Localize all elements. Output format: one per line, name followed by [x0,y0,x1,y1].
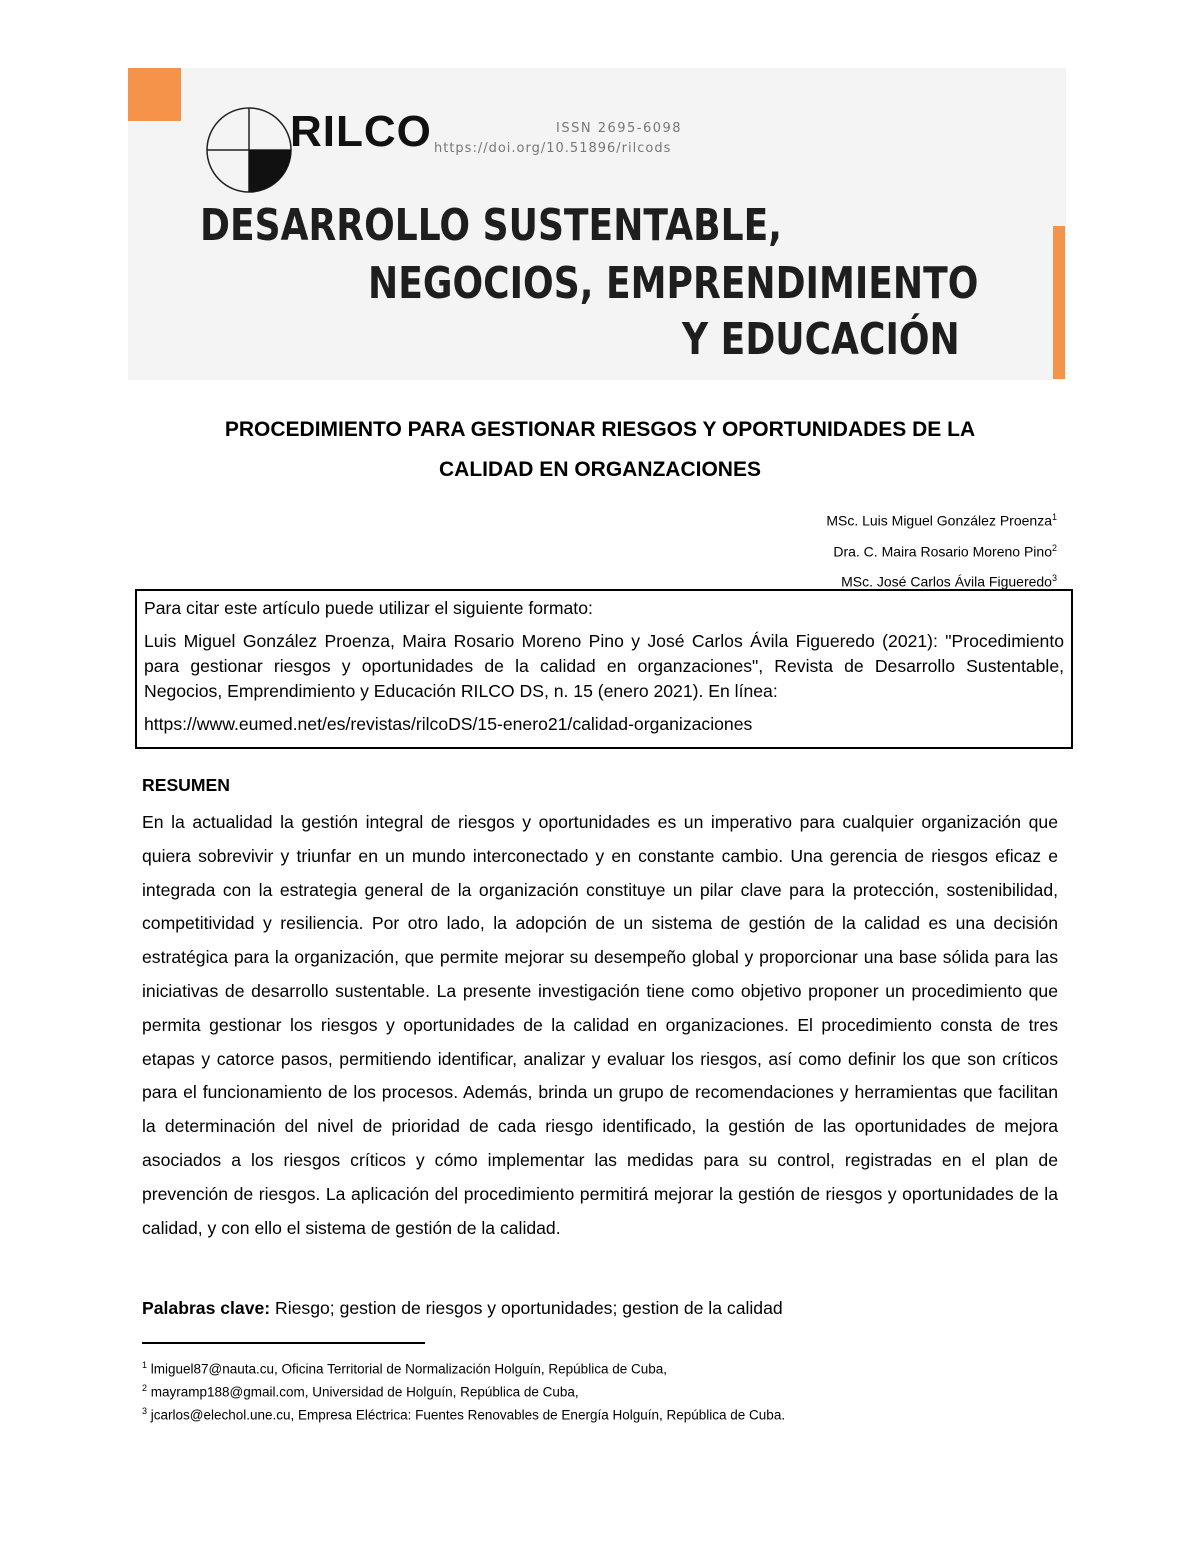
footnote-1: $^1$ lmiguel87@nauta.cu, Oficina Territorial de Normalización Holguín, República de Cuba, [142,1360,667,1377]
author-2: Dra. C. Maira Rosario Moreno Pino$^2$ [833,542,1057,560]
accent-square [128,68,181,121]
article-title [128,410,1072,490]
abstract-heading: RESUMEN [142,775,230,795]
author-list [826,504,1057,596]
citation-box [135,589,1073,749]
footnote-3: $^3$ jcarlos@elechol.une.cu, Empresa Eléctrica: Fuentes Renovables de Energía Holguín, República de Cuba. [142,1406,786,1423]
footnote-2: $^2$ mayramp188@gmail.com, Universidad de Holguín, República de Cuba, [142,1383,579,1400]
issn: ISSN 2695-6098 [556,121,683,136]
article-title-line-1: PROCEDIMIENTO PARA GESTIONAR RIESGOS Y OPORTUNIDADES DE LA [224,418,976,441]
abstract-text: En la actualidad la gestión integral de riesgos y oportunidades es un imperativo para cualquier organización que quiera sobrevivir y triunfar en un mundo interconectado y en constante cambio. Una gerencia de riesgos eficaz e integrada con la estrategia general de la organización constituye un pilar clave para la protección, sostenibilidad, competitividad y resiliencia. Por otro lado, la adopción de un sistema de gestión de la calidad es una decisión estratégica para la organización, que permite mejorar su desempeño global y proporcionar una base sólida para las iniciativas de desarrollo sustentable. La presente investigación tiene como objetivo proponer un procedimiento que permita gestionar los riesgos y oportunidades de la calidad en organizaciones. El procedimiento consta de tres etapas y catorce pasos, permitiendo identificar, analizar y evaluar los riesgos, así como definir los que son críticos para el funcionamiento de los procesos. Además, brinda un grupo de recomendaciones y herramientas que facilitan la determinación del nivel de prioridad de cada riesgo identificado, la gestión de las oportunidades de mejora asociados a los riesgos críticos y cómo implementar las medidas para su control, registradas en el plan de prevención de riesgos. La aplicación del procedimiento permitirá mejorar la gestión de riesgos y oportunidades de la calidad, y con ello el sistema de gestión de la calidad. [142,812,1058,1238]
logo-text: RILCO [290,107,432,156]
author-3: MSc. José Carlos Ávila Figueredo$^3$ [841,573,1057,590]
journal-title-line-2: NEGOCIOS, EMPRENDIMIENTO [368,258,979,309]
citation-intro: Para citar este artículo puede utilizar el siguiente formato: [144,598,593,618]
accent-bar [1053,226,1065,379]
article-title-line-2: CALIDAD EN ORGANZACIONES [438,458,761,481]
journal-title-line-3: Y EDUCACIÓN [682,314,960,365]
rilco-logo-icon [203,104,295,196]
footnotes [142,1356,785,1425]
citation-url[interactable]: https://www.eumed.net/es/revistas/rilcoDS/15-enero21/calidad-organizaciones [144,714,753,734]
keywords-text: Riesgo; gestion de riesgos y oportunidades; gestion de la calidad [270,1298,783,1318]
doi-link[interactable]: https://doi.org/10.51896/rilcods [434,141,672,156]
keywords [142,1298,783,1319]
footnote-divider [142,1342,425,1344]
journal-title-line-1: DESARROLLO SUSTENTABLE, [200,200,782,251]
keywords-label: Palabras clave: [142,1298,271,1318]
author-1: MSc. Luis Miguel González Proenza$^1$ [826,512,1057,529]
citation-body: Luis Miguel González Proenza, Maira Rosario Moreno Pino y José Carlos Ávila Figueredo (2021): "Procedimiento para gestionar riesgos y oportunidades de la calidad en organzaciones", Revista de Desarrollo Sustentable, Negocios, Emprendimiento y Educación RILCO DS, n. 15 (enero 2021). En línea: [144,631,1064,701]
